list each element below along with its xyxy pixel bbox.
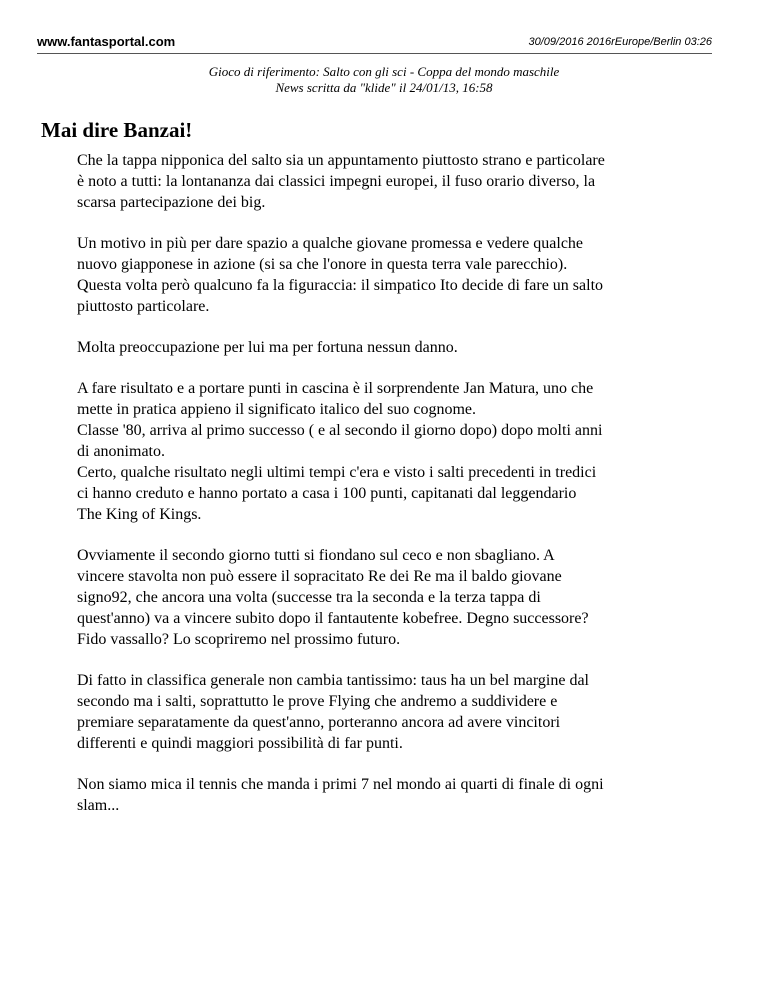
paragraph-line: nuovo giapponese in azione (si sa che l'onore in questa terra vale parecchio). xyxy=(77,256,568,273)
article-paragraph xyxy=(77,545,697,650)
paragraph-line: Questa volta però qualcuno fa la figuraccia: il simpatico Ito decide di fare un salto xyxy=(77,277,604,294)
article-title: Mai dire Banzai! xyxy=(41,118,193,142)
paragraph-line: Molta preoccupazione per lui ma per fortuna nessun danno. xyxy=(77,339,458,356)
paragraph-line: Classe '80, arriva al primo successo ( e al secondo il giorno dopo) dopo molti anni xyxy=(77,422,603,439)
paragraph-line: Non siamo mica il tennis che manda i primi 7 nel mondo ai quarti di finale di ogni xyxy=(77,776,604,793)
paragraph-line: Un motivo in più per dare spazio a qualche giovane promessa e vedere qualche xyxy=(77,235,584,252)
article-paragraph xyxy=(77,670,697,754)
paragraph-line: Di fatto in classifica generale non cambia tantissimo: taus ha un bel margine dal xyxy=(77,672,589,689)
article-paragraph xyxy=(77,150,697,213)
article-meta xyxy=(0,64,768,96)
news-author-date: News scritta da "klide" il 24/01/13, 16:58 xyxy=(275,80,493,95)
paragraph-line: mette in pratica appieno il significato italico del suo cognome. xyxy=(77,401,476,418)
article-paragraph xyxy=(77,337,697,358)
paragraph-line: premiare separatamente da quest'anno, porteranno ancora ad avere vincitori xyxy=(77,714,561,731)
paragraph-line: slam... xyxy=(77,797,120,814)
paragraph-line: A fare risultato e a portare punti in cascina è il sorprendente Jan Matura, uno che xyxy=(77,380,594,397)
paragraph-line: di anonimato. xyxy=(77,443,165,460)
paragraph-line: scarsa partecipazione dei big. xyxy=(77,194,266,211)
paragraph-line: The King of Kings. xyxy=(77,506,202,523)
article-paragraph xyxy=(77,233,697,317)
article-paragraph xyxy=(77,774,697,816)
paragraph-line: signo92, che ancora una volta (successe tra la seconda e la terza tappa di xyxy=(77,589,541,606)
paragraph-line: quest'anno) va a vincere subito dopo il fantautente kobefree. Degno successore? xyxy=(77,610,589,627)
page-header xyxy=(37,33,712,54)
paragraph-line: è noto a tutti: la lontananza dai classici impegni europei, il fuso orario diverso, la xyxy=(77,173,596,190)
paragraph-line: piuttosto particolare. xyxy=(77,298,210,315)
paragraph-line: Ovviamente il secondo giorno tutti si fiondano sul ceco e non sbagliano. A xyxy=(77,547,555,564)
article-body xyxy=(77,150,697,836)
paragraph-line: Certo, qualche risultato negli ultimi tempi c'era e visto i salti precedenti in tredici xyxy=(77,464,597,481)
paragraph-line: Fido vassallo? Lo scopriremo nel prossimo futuro. xyxy=(77,631,401,648)
print-date: 30/09/2016 2016rEurope/Berlin 03:26 xyxy=(528,36,712,48)
paragraph-line: ci hanno creduto e hanno portato a casa i 100 punti, capitanati dal leggendario xyxy=(77,485,577,502)
site-url-link[interactable]: www.fantasportal.com xyxy=(37,34,176,49)
paragraph-line: differenti e quindi maggiori possibilità di far punti. xyxy=(77,735,403,752)
game-reference: Gioco di riferimento: Salto con gli sci - Coppa del mondo maschile xyxy=(208,64,560,79)
article-paragraph xyxy=(77,378,697,525)
paragraph-line: vincere stavolta non può essere il sopracitato Re dei Re ma il baldo giovane xyxy=(77,568,562,585)
paragraph-line: Che la tappa nipponica del salto sia un appuntamento piuttosto strano e particolare xyxy=(77,152,605,169)
paragraph-line: secondo ma i salti, soprattutto le prove Flying che andremo a suddividere e xyxy=(77,693,558,710)
